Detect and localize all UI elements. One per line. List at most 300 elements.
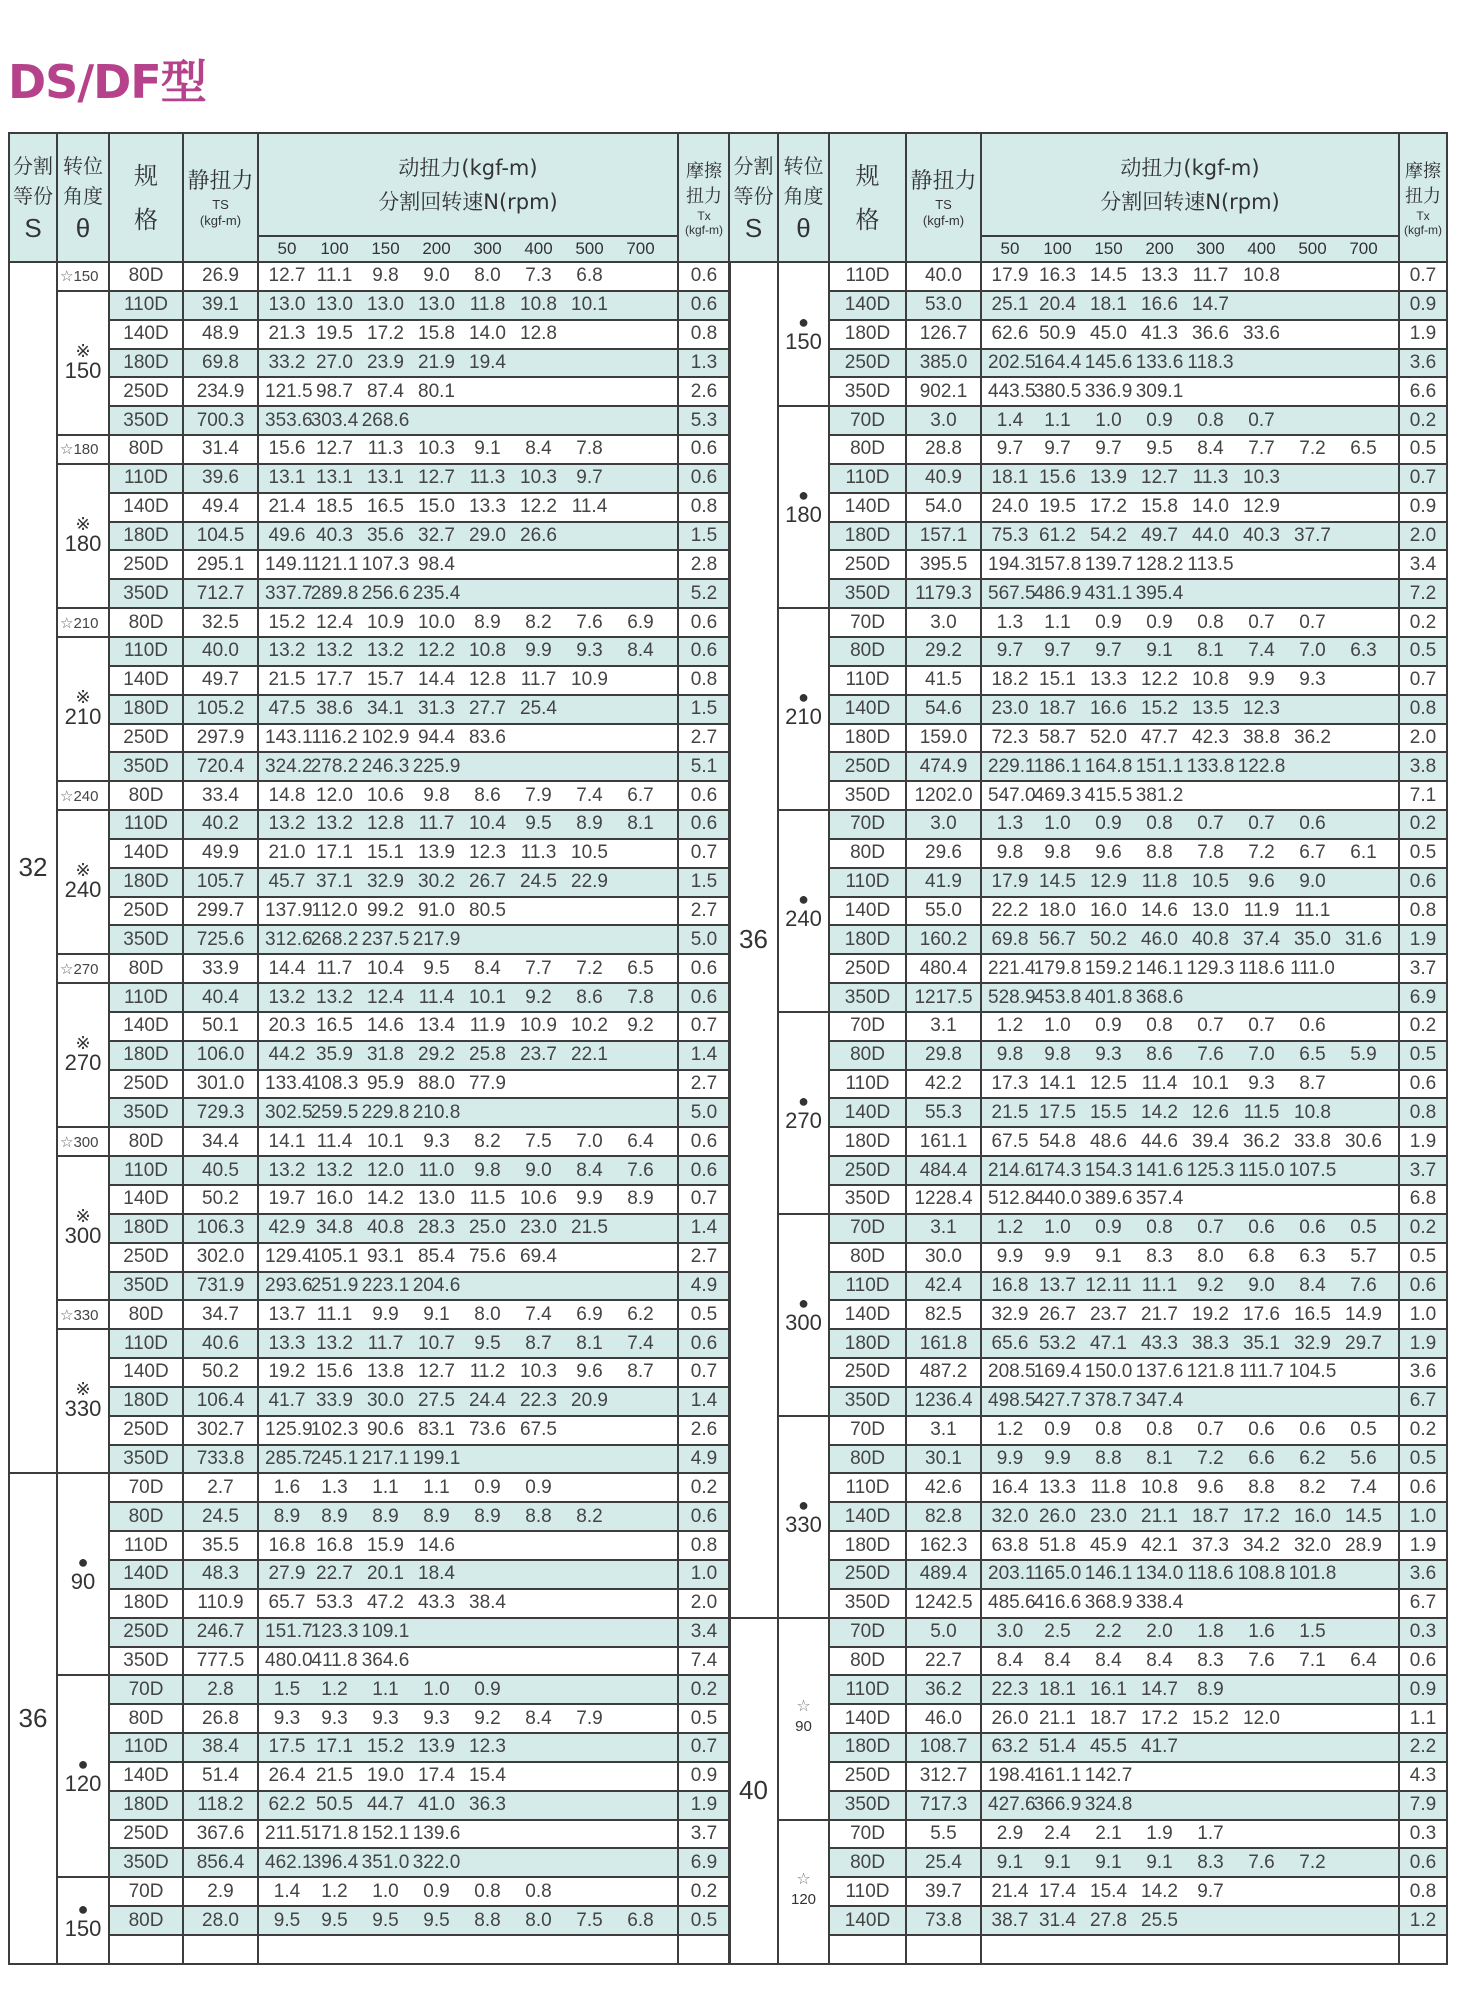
header-theta-symbol: θ bbox=[75, 212, 91, 243]
dynamic-torque-value: 6.1 bbox=[1350, 842, 1377, 864]
dynamic-torque-value: 9.5 bbox=[321, 1909, 348, 1931]
dynamic-torque-value: 159.2 bbox=[1084, 957, 1133, 979]
dynamic-torque-value: 12.2 bbox=[520, 496, 557, 518]
dynamic-torque-value: 229.1 bbox=[988, 755, 1036, 777]
dynamic-torque-cell bbox=[981, 1675, 1399, 1704]
dot-icon: ● bbox=[798, 1090, 809, 1111]
dynamic-torque-value: 85.4 bbox=[418, 1246, 455, 1268]
dynamic-torque-cell bbox=[258, 839, 678, 868]
dynamic-torque-value: 123.3 bbox=[310, 1621, 359, 1643]
dynamic-torque-cell bbox=[258, 377, 678, 406]
static-torque-cell bbox=[906, 1935, 981, 1964]
friction-torque-cell: 1.9 bbox=[1399, 1531, 1447, 1560]
table-row bbox=[9, 1445, 730, 1474]
dynamic-torque-value: 80.5 bbox=[469, 899, 506, 921]
spec-cell: 250D bbox=[829, 1156, 906, 1185]
dynamic-torque-value: 14.0 bbox=[1192, 496, 1229, 518]
dynamic-torque-value: 121.5 bbox=[265, 380, 313, 402]
dynamic-torque-value: 32.0 bbox=[1294, 1534, 1331, 1556]
static-torque-cell: 26.9 bbox=[183, 262, 258, 291]
friction-torque-cell: 0.2 bbox=[1399, 1012, 1447, 1041]
spec-cell: 180D bbox=[109, 695, 183, 724]
header-spec-1: 规 bbox=[134, 161, 158, 190]
spec-cell: 140D bbox=[109, 1358, 183, 1387]
dynamic-torque-cell bbox=[981, 1791, 1399, 1820]
spec-cell: 110D bbox=[109, 464, 183, 493]
dynamic-torque-value: 431.1 bbox=[1084, 582, 1133, 604]
dynamic-torque-value: 27.0 bbox=[316, 351, 353, 373]
dynamic-torque-value: 0.5 bbox=[1350, 1217, 1377, 1239]
friction-torque-cell: 0.6 bbox=[678, 291, 730, 320]
dynamic-torque-cell bbox=[981, 262, 1399, 291]
dynamic-torque-value: 8.1 bbox=[1197, 640, 1224, 662]
dynamic-torque-value: 12.5 bbox=[1090, 1073, 1127, 1095]
friction-torque-cell: 1.0 bbox=[678, 1560, 730, 1589]
dynamic-torque-value: 11.4 bbox=[316, 1130, 353, 1152]
table-row bbox=[9, 1473, 730, 1502]
table-row bbox=[9, 291, 730, 320]
table-row bbox=[729, 262, 1447, 291]
table-row bbox=[729, 1502, 1447, 1531]
dynamic-torque-value: 0.9 bbox=[474, 1476, 501, 1498]
dynamic-torque-value: 237.5 bbox=[361, 928, 410, 950]
header-s-label-2: 等份 bbox=[733, 183, 774, 208]
dynamic-torque-value: 134.0 bbox=[1135, 1563, 1184, 1585]
table-row bbox=[729, 1877, 1447, 1906]
dynamic-torque-value: 6.9 bbox=[576, 1303, 603, 1325]
dynamic-torque-value: 338.4 bbox=[1135, 1592, 1184, 1614]
dynamic-torque-value: 7.7 bbox=[1248, 438, 1275, 460]
dynamic-torque-cell bbox=[258, 781, 678, 810]
dynamic-torque-value: 13.7 bbox=[1039, 1274, 1076, 1296]
dynamic-torque-value: 0.9 bbox=[1095, 813, 1122, 835]
static-torque-cell: 161.8 bbox=[906, 1329, 981, 1358]
dynamic-torque-value: 149.1 bbox=[265, 553, 313, 575]
header-dynamic-torque bbox=[258, 133, 678, 236]
spec-cell: 250D bbox=[109, 1243, 183, 1272]
spec-cell: 80D bbox=[829, 435, 906, 464]
dynamic-torque-value: 73.6 bbox=[469, 1419, 506, 1441]
angle-cell bbox=[57, 262, 109, 291]
dynamic-torque-value: 143.1 bbox=[265, 726, 313, 748]
dynamic-torque-value: 6.4 bbox=[1350, 1649, 1377, 1671]
dynamic-torque-value: 6.5 bbox=[627, 957, 654, 979]
dynamic-torque-value: 10.5 bbox=[1192, 871, 1229, 893]
dynamic-torque-value: 11.4 bbox=[571, 496, 608, 518]
dynamic-torque-value: 69.8 bbox=[991, 928, 1029, 950]
friction-torque-cell: 1.9 bbox=[1399, 1329, 1447, 1358]
angle-cell bbox=[778, 1416, 829, 1618]
table-row bbox=[9, 1502, 730, 1531]
dynamic-torque-value: 14.2 bbox=[1141, 1101, 1178, 1123]
friction-torque-cell: 6.6 bbox=[1399, 377, 1447, 406]
friction-torque-cell: 1.0 bbox=[1399, 1300, 1447, 1329]
table-row bbox=[9, 1243, 730, 1272]
static-torque-cell: 33.4 bbox=[183, 781, 258, 810]
static-torque-cell: 733.8 bbox=[183, 1445, 258, 1474]
dynamic-torque-value: 133.6 bbox=[1135, 351, 1184, 373]
friction-torque-cell: 0.7 bbox=[678, 1012, 730, 1041]
dynamic-torque-value: 41.0 bbox=[418, 1794, 455, 1816]
angle-value: 210 bbox=[73, 614, 99, 632]
table-row bbox=[9, 1560, 730, 1589]
dynamic-torque-value: 0.7 bbox=[1248, 611, 1275, 633]
dynamic-torque-value: 8.4 bbox=[627, 640, 654, 662]
dynamic-torque-value: 6.9 bbox=[627, 611, 654, 633]
dynamic-torque-cell bbox=[258, 1560, 678, 1589]
dynamic-torque-value: 21.5 bbox=[571, 1217, 608, 1239]
friction-torque-cell: 0.2 bbox=[1399, 1416, 1447, 1445]
dynamic-torque-value: 16.8 bbox=[316, 1534, 353, 1556]
header-spec bbox=[109, 133, 183, 262]
dynamic-torque-cell bbox=[981, 1618, 1399, 1647]
dynamic-torque-value: 10.9 bbox=[571, 669, 608, 691]
dynamic-torque-value: 2.4 bbox=[1044, 1822, 1071, 1844]
dynamic-torque-value: 35.9 bbox=[316, 1044, 353, 1066]
spec-cell: 70D bbox=[829, 608, 906, 637]
friction-torque-cell: 0.8 bbox=[1399, 1877, 1447, 1906]
dynamic-torque-value: 9.2 bbox=[474, 1707, 501, 1729]
dynamic-torque-value: 14.1 bbox=[268, 1130, 306, 1152]
dynamic-torque-value: 256.6 bbox=[361, 582, 410, 604]
spec-cell: 140D bbox=[829, 1098, 906, 1127]
table-row bbox=[9, 695, 730, 724]
dynamic-torque-value: 1.2 bbox=[996, 1015, 1024, 1037]
dynamic-torque-value: 11.8 bbox=[1090, 1476, 1127, 1498]
friction-torque-cell: 3.4 bbox=[678, 1618, 730, 1647]
rpm-label: 150 bbox=[1094, 239, 1123, 258]
dynamic-torque-value: 0.9 bbox=[1146, 611, 1173, 633]
header-static-symbol: TS bbox=[212, 196, 229, 212]
dynamic-torque-value: 19.2 bbox=[268, 1361, 306, 1383]
table-row bbox=[729, 1329, 1447, 1358]
dynamic-torque-value: 10.3 bbox=[520, 1361, 557, 1383]
dynamic-torque-value: 427.6 bbox=[988, 1794, 1036, 1816]
dynamic-torque-value: 9.1 bbox=[1095, 1246, 1122, 1268]
dynamic-torque-value: 40.3 bbox=[1243, 525, 1280, 547]
dynamic-torque-value: 13.2 bbox=[268, 986, 306, 1008]
friction-torque-cell bbox=[1399, 1935, 1447, 1964]
spec-cell: 80D bbox=[109, 435, 183, 464]
dynamic-torque-value: 77.9 bbox=[469, 1073, 506, 1095]
spec-cell: 180D bbox=[829, 1127, 906, 1156]
spec-cell: 110D bbox=[829, 464, 906, 493]
table-row bbox=[729, 1300, 1447, 1329]
static-torque-cell: 55.0 bbox=[906, 897, 981, 926]
dynamic-torque-value: 8.4 bbox=[1044, 1649, 1071, 1671]
dynamic-torque-value: 0.8 bbox=[1146, 1217, 1173, 1239]
dynamic-torque-cell bbox=[981, 406, 1399, 435]
dynamic-torque-value: 8.6 bbox=[474, 784, 501, 806]
dynamic-torque-value: 1.1 bbox=[1044, 611, 1071, 633]
dynamic-torque-value: 146.1 bbox=[1084, 1563, 1133, 1585]
dynamic-torque-value: 49.6 bbox=[268, 525, 306, 547]
spec-cell: 70D bbox=[829, 1012, 906, 1041]
dynamic-torque-value: 9.9 bbox=[525, 640, 552, 662]
dynamic-torque-value: 9.6 bbox=[576, 1361, 603, 1383]
dynamic-torque-value: 12.7 bbox=[268, 265, 306, 287]
angle-cell bbox=[57, 1877, 109, 1964]
dynamic-torque-value: 90.6 bbox=[367, 1419, 404, 1441]
friction-torque-cell: 2.7 bbox=[678, 1243, 730, 1272]
dynamic-torque-value: 17.4 bbox=[1039, 1880, 1076, 1902]
dynamic-torque-value: 368.6 bbox=[1135, 986, 1184, 1008]
dynamic-torque-value: 6.6 bbox=[1248, 1448, 1275, 1470]
dynamic-torque-value: 18.5 bbox=[316, 496, 353, 518]
header-friction-2: 扭力 bbox=[1405, 185, 1441, 207]
table-row bbox=[9, 522, 730, 551]
dynamic-torque-value: 1.7 bbox=[1197, 1822, 1224, 1844]
angle-value: 150 bbox=[64, 1915, 102, 1941]
static-torque-cell: 29.6 bbox=[906, 839, 981, 868]
static-torque-cell: 39.6 bbox=[183, 464, 258, 493]
dynamic-torque-value: 14.0 bbox=[469, 323, 506, 345]
dynamic-torque-value: 45.5 bbox=[1090, 1736, 1127, 1758]
static-torque-cell: 34.7 bbox=[183, 1300, 258, 1329]
angle-cell bbox=[57, 608, 109, 637]
dynamic-torque-value: 7.5 bbox=[525, 1130, 552, 1152]
dynamic-torque-value: 0.6 bbox=[1248, 1419, 1275, 1441]
dynamic-torque-value: 9.9 bbox=[1044, 1448, 1071, 1470]
dynamic-torque-value: 302.5 bbox=[265, 1101, 313, 1123]
dynamic-torque-value: 0.7 bbox=[1197, 813, 1224, 835]
angle-cell bbox=[57, 1127, 109, 1156]
dynamic-torque-value: 1.0 bbox=[372, 1880, 399, 1902]
header-theta-label-2: 角度 bbox=[63, 183, 103, 208]
rpm-label: 700 bbox=[626, 239, 655, 258]
dynamic-torque-value: 9.0 bbox=[1299, 871, 1326, 893]
spec-cell: 70D bbox=[109, 1675, 183, 1704]
dynamic-torque-cell bbox=[981, 464, 1399, 493]
dynamic-torque-value: 139.7 bbox=[1084, 553, 1133, 575]
dynamic-torque-value: 25.5 bbox=[1141, 1909, 1178, 1931]
dynamic-torque-cell bbox=[258, 1473, 678, 1502]
table-row bbox=[729, 1387, 1447, 1416]
dynamic-torque-value: 289.8 bbox=[310, 582, 359, 604]
dynamic-torque-cell bbox=[981, 435, 1399, 464]
spec-cell: 110D bbox=[109, 1156, 183, 1185]
spec-cell: 110D bbox=[109, 1329, 183, 1358]
dynamic-torque-value: 411.8 bbox=[311, 1649, 358, 1671]
dynamic-torque-value: 11.3 bbox=[469, 467, 506, 489]
dynamic-torque-value: 0.7 bbox=[1197, 1217, 1224, 1239]
dynamic-torque-value: 11.7 bbox=[1192, 265, 1229, 287]
dynamic-torque-value: 9.2 bbox=[627, 1015, 654, 1037]
spec-cell: 140D bbox=[109, 1560, 183, 1589]
dynamic-torque-value: 87.4 bbox=[367, 380, 404, 402]
friction-torque-cell: 5.0 bbox=[678, 925, 730, 954]
dynamic-torque-value: 11.1 bbox=[1294, 899, 1331, 921]
dynamic-torque-value: 0.7 bbox=[1248, 1015, 1275, 1037]
dynamic-torque-value: 19.4 bbox=[469, 351, 506, 373]
dynamic-torque-value: 18.7 bbox=[1039, 698, 1076, 720]
header-friction-torque bbox=[1399, 133, 1447, 262]
friction-torque-cell: 0.8 bbox=[678, 1531, 730, 1560]
reference-mark-icon: ※ bbox=[75, 1206, 91, 1227]
dynamic-torque-value: 2.0 bbox=[1146, 1621, 1173, 1643]
dynamic-torque-value: 33.8 bbox=[1294, 1130, 1331, 1152]
dynamic-torque-value: 2.2 bbox=[1095, 1621, 1122, 1643]
angle-cell bbox=[778, 810, 829, 1012]
dynamic-torque-value: 7.9 bbox=[525, 784, 552, 806]
dynamic-torque-value: 102.3 bbox=[310, 1419, 359, 1441]
static-torque-cell: 69.8 bbox=[183, 349, 258, 378]
friction-torque-cell: 0.2 bbox=[678, 1877, 730, 1906]
dynamic-torque-value: 11.8 bbox=[469, 294, 506, 316]
dynamic-torque-value: 7.4 bbox=[576, 784, 603, 806]
spec-cell: 250D bbox=[109, 897, 183, 926]
dynamic-torque-value: 22.7 bbox=[316, 1563, 353, 1585]
spec-cell: 350D bbox=[109, 752, 183, 781]
dynamic-torque-value: 10.6 bbox=[520, 1188, 557, 1210]
dynamic-torque-value: 65.6 bbox=[991, 1332, 1029, 1354]
angle-cell bbox=[778, 608, 829, 810]
dynamic-torque-value: 47.2 bbox=[367, 1592, 404, 1614]
dynamic-torque-value: 32.9 bbox=[367, 871, 404, 893]
dynamic-torque-value: 1.0 bbox=[423, 1678, 450, 1700]
dynamic-torque-value: 7.6 bbox=[1197, 1044, 1224, 1066]
dynamic-torque-value: 16.0 bbox=[1090, 899, 1127, 921]
static-torque-cell: 39.7 bbox=[906, 1877, 981, 1906]
dynamic-torque-value: 9.3 bbox=[423, 1130, 450, 1152]
table-row bbox=[9, 1070, 730, 1099]
dynamic-torque-cell bbox=[981, 1589, 1399, 1618]
dynamic-torque-value: 8.9 bbox=[321, 1505, 348, 1527]
dynamic-torque-value: 9.8 bbox=[996, 1044, 1024, 1066]
dynamic-torque-value: 246.3 bbox=[361, 755, 410, 777]
header-friction-unit: (kgf-m) bbox=[685, 222, 723, 237]
dynamic-torque-cell bbox=[981, 1127, 1399, 1156]
dynamic-torque-value: 7.6 bbox=[576, 611, 603, 633]
dynamic-torque-value: 16.0 bbox=[316, 1188, 353, 1210]
dynamic-torque-cell bbox=[981, 839, 1399, 868]
dynamic-torque-value: 107.3 bbox=[361, 553, 410, 575]
static-torque-cell: 729.3 bbox=[183, 1098, 258, 1127]
dynamic-torque-value: 1.2 bbox=[321, 1880, 348, 1902]
friction-torque-cell: 2.7 bbox=[678, 897, 730, 926]
dynamic-torque-value: 9.7 bbox=[1197, 1880, 1224, 1902]
friction-torque-cell: 1.4 bbox=[678, 1214, 730, 1243]
friction-torque-cell: 0.2 bbox=[1399, 406, 1447, 435]
dynamic-torque-value: 17.5 bbox=[1039, 1101, 1076, 1123]
dynamic-torque-value: 26.7 bbox=[1039, 1303, 1076, 1325]
static-torque-cell: 42.6 bbox=[906, 1473, 981, 1502]
dynamic-torque-value: 15.2 bbox=[1192, 1707, 1229, 1729]
table-row bbox=[729, 320, 1447, 349]
dynamic-torque-cell bbox=[258, 1502, 678, 1531]
dynamic-torque-value: 12.7 bbox=[418, 467, 455, 489]
dynamic-torque-value: 9.3 bbox=[273, 1707, 301, 1729]
dynamic-torque-value: 157.8 bbox=[1033, 553, 1082, 575]
dynamic-torque-cell bbox=[258, 637, 678, 666]
table-row bbox=[9, 320, 730, 349]
static-torque-cell: 3.1 bbox=[906, 1214, 981, 1243]
static-torque-cell: 106.4 bbox=[183, 1387, 258, 1416]
spec-cell: 250D bbox=[109, 724, 183, 753]
friction-torque-cell: 1.9 bbox=[1399, 320, 1447, 349]
table-row bbox=[9, 637, 730, 666]
spec-cell: 350D bbox=[829, 781, 906, 810]
spec-cell: 110D bbox=[109, 637, 183, 666]
static-torque-cell: 36.2 bbox=[906, 1675, 981, 1704]
star-icon: ☆ bbox=[60, 960, 74, 978]
dynamic-torque-value: 17.5 bbox=[268, 1736, 306, 1758]
static-torque-cell: 55.3 bbox=[906, 1098, 981, 1127]
dynamic-torque-value: 17.3 bbox=[991, 1073, 1029, 1095]
dynamic-torque-cell bbox=[981, 666, 1399, 695]
dynamic-torque-cell bbox=[258, 1820, 678, 1849]
dynamic-torque-value: 202.5 bbox=[988, 351, 1036, 373]
dynamic-torque-value: 17.2 bbox=[1141, 1707, 1178, 1729]
rpm-label: 500 bbox=[1298, 239, 1327, 258]
dynamic-torque-value: 8.9 bbox=[423, 1505, 450, 1527]
friction-torque-cell: 2.6 bbox=[678, 377, 730, 406]
dynamic-torque-value: 54.2 bbox=[1090, 525, 1127, 547]
static-torque-cell: 46.0 bbox=[906, 1704, 981, 1733]
static-torque-cell: 50.1 bbox=[183, 1012, 258, 1041]
static-torque-cell: 126.7 bbox=[906, 320, 981, 349]
dynamic-torque-value: 0.5 bbox=[1350, 1419, 1377, 1441]
dynamic-torque-value: 21.4 bbox=[268, 496, 306, 518]
spec-cell: 140D bbox=[109, 1762, 183, 1791]
table-row bbox=[729, 810, 1447, 839]
dot-icon: ● bbox=[77, 1754, 89, 1775]
angle-value: 240 bbox=[64, 877, 102, 903]
spec-cell: 250D bbox=[829, 954, 906, 983]
static-torque-cell: 41.9 bbox=[906, 868, 981, 897]
dynamic-torque-value: 381.2 bbox=[1135, 784, 1184, 806]
friction-torque-cell: 0.2 bbox=[1399, 1214, 1447, 1243]
dynamic-torque-value: 45.0 bbox=[1090, 323, 1127, 345]
dynamic-torque-value: 462.1 bbox=[265, 1851, 313, 1873]
dynamic-torque-value: 453.8 bbox=[1033, 986, 1082, 1008]
spec-cell: 110D bbox=[829, 666, 906, 695]
dynamic-torque-value: 9.9 bbox=[372, 1303, 399, 1325]
header-theta-label-2: 角度 bbox=[783, 183, 824, 208]
dynamic-torque-value: 1.1 bbox=[372, 1476, 399, 1498]
static-torque-cell: 3.0 bbox=[906, 810, 981, 839]
table-row bbox=[9, 1589, 730, 1618]
friction-torque-cell: 3.6 bbox=[1399, 1560, 1447, 1589]
dynamic-torque-value: 13.2 bbox=[316, 1159, 353, 1181]
dynamic-torque-cell bbox=[258, 1531, 678, 1560]
table-row bbox=[9, 839, 730, 868]
table-row bbox=[729, 925, 1447, 954]
dynamic-torque-value: 118.6 bbox=[1238, 957, 1285, 979]
static-torque-cell: 295.1 bbox=[183, 550, 258, 579]
spec-cell: 70D bbox=[829, 1214, 906, 1243]
dynamic-torque-value: 214.6 bbox=[988, 1159, 1036, 1181]
friction-torque-cell: 3.4 bbox=[1399, 550, 1447, 579]
dynamic-torque-value: 99.2 bbox=[367, 899, 404, 921]
spec-cell: 140D bbox=[109, 839, 183, 868]
static-torque-cell: 22.7 bbox=[906, 1647, 981, 1676]
dynamic-torque-value: 8.4 bbox=[1197, 438, 1224, 460]
dynamic-torque-value: 30.2 bbox=[418, 871, 455, 893]
dynamic-torque-value: 69.4 bbox=[520, 1246, 557, 1268]
static-torque-cell: 28.8 bbox=[906, 435, 981, 464]
spec-cell: 70D bbox=[829, 1416, 906, 1445]
static-torque-cell: 302.7 bbox=[183, 1416, 258, 1445]
header-static-unit: (kgf-m) bbox=[922, 212, 965, 228]
dynamic-torque-cell bbox=[258, 983, 678, 1012]
table-row bbox=[9, 925, 730, 954]
dynamic-torque-cell bbox=[258, 550, 678, 579]
dynamic-torque-value: 10.8 bbox=[1192, 669, 1229, 691]
dynamic-torque-value: 0.8 bbox=[1197, 611, 1224, 633]
dynamic-torque-value: 498.5 bbox=[988, 1390, 1036, 1412]
dynamic-torque-value: 52.0 bbox=[1090, 726, 1127, 748]
